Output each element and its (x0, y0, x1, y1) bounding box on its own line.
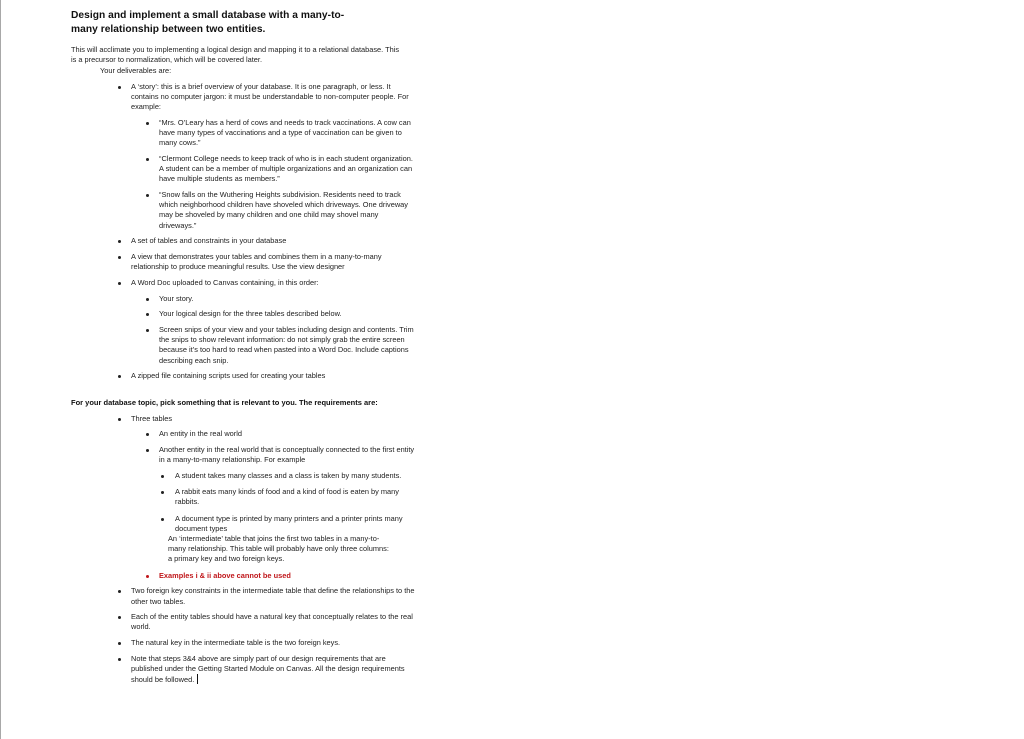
list-item-view: A view that demonstrates your tables and combines them in a many-to-many relationship to produce meaningful results. Use the view designer (71, 252, 431, 272)
list-item: A document type is printed by many printers and a printer prints many document types An ‘intermediate’ table that joins the first two tables in a many-to-many relationship. This table will probably have only three columns: a primary key and two foreign keys. (139, 514, 411, 565)
list-item-note: Note that steps 3&4 above are simply part of our design requirements that are published under the Getting Started Module on Canvas. All the design requirements should be followed. (71, 654, 431, 686)
tables-sublist (131, 429, 431, 580)
document-title: Design and implement a small database with a many-to-many relationship between two entities. (71, 10, 345, 35)
list-item: “Mrs. O’Leary has a herd of cows and needs to track vaccinations. A cow can have many types of vaccinations and a type of vaccination can be given to many cows.” (131, 118, 417, 149)
list-item: Your story. (131, 294, 417, 304)
list-item: An entity in the real world (131, 429, 417, 439)
intro-paragraph: This will acclimate you to implementing a logical design and mapping it to a relational database. This is a precursor to normalization, which will be covered later. (71, 45, 400, 65)
list-item-intermediate-key: The natural key in the intermediate table is the two foreign keys. (71, 638, 431, 648)
list-item: “Clermont College needs to keep track of who is in each student organization. A student can be a member of multiple organizations and an organization can have multiple students as members.” (131, 154, 417, 185)
requirements-list (71, 414, 431, 686)
list-item: “Snow falls on the Wuthering Heights subdivision. Residents need to track which neighborhood children have shoveled which driveways. One driveway may be shoveled by many children and one child may shovel many driveways.” (131, 190, 417, 231)
intermediate-table-text: An ‘intermediate’ table that joins the first two tables in a many-to-many relationship. This table will probably have only three columns: a primary key and two foreign keys. (168, 534, 389, 564)
list-item: Another entity in the real world that is conceptually connected to the first entity in a many-to-many relationship. For example A student takes many classes and a class is taken by many students. A rabbit eats many kinds of food and a kind of food is eaten by many rabbits. A document type is printed by many printers and a printer prints many document types An ‘intermediate’ table that joins the first two tables in a many-to-many relationship. This table will probably have only three columns: a primary key and two foreign keys. (131, 445, 417, 565)
list-item: Screen snips of your view and your tables including design and contents. Trim the snips to show relevant information: do not simply grab the entire screen because it’s too hard to read when pasted into a Word Doc. Include captions describing each snip. (131, 325, 417, 366)
deliverables-label: Your deliverables are: (100, 66, 172, 76)
page-left-edge (0, 0, 1, 739)
list-item-zip: A zipped file containing scripts used for creating your tables (71, 371, 431, 381)
deliverables-list (71, 82, 431, 382)
list-item: A rabbit eats many kinds of food and a kind of food is eaten by many rabbits. (139, 487, 411, 507)
story-examples-list (131, 118, 431, 231)
list-item-three-tables: Three tables An entity in the real world Another entity in the real world that is conceptually connected to the first entity in a many-to-many relationship. For example A student takes many classes and a class is taken by many students. A rabbit eats many kinds of food and a kind of food is eaten by many rabbits. A document type is printed by many printers and a printer prints many document types An ‘intermediate’ table that joins the first two tables in a many-to-many relationship. This table will probably have only three columns: a primary key and two foreign keys. Examples i & ii above cannot be used (71, 414, 431, 581)
requirements-heading: For your database topic, pick something that is relevant to you. The requirements are: (71, 398, 378, 408)
list-item: A student takes many classes and a class is taken by many students. (139, 471, 411, 481)
list-item-story: A ‘story’: this is a brief overview of your database. It is one paragraph, or less. It contains no computer jargon: it must be understandable to non-computer people. For example: “Mrs. O’Leary has a herd of cows and needs to track vaccinations. A cow can have many types of vaccinations and a type of vaccination can be given to many cows.” “Clermont College needs to keep track of who is in each student organization. A student can be a member of multiple organizations and an organization can have multiple students as members.” “Snow falls on the Wuthering Heights subdivision. Residents need to track which neighborhood children have shoveled which driveways. One driveway may be shoveled by many children and one child may shovel many driveways.” (71, 82, 431, 231)
text-cursor (197, 674, 198, 684)
list-item-natural-key: Each of the entity tables should have a natural key that conceptually relates to the real world. (71, 612, 431, 632)
examples-list (139, 471, 417, 565)
list-item: Your logical design for the three tables described below. (131, 309, 417, 319)
list-item-fk: Two foreign key constraints in the intermediate table that define the relationships to the other two tables. (71, 586, 431, 606)
document-body[interactable] (71, 9, 431, 691)
word-doc-items-list (131, 294, 431, 366)
list-item-word-doc: A Word Doc uploaded to Canvas containing, in this order: Your story. Your logical design for the three tables described below. Screen snips of your view and your tables including design and contents. Trim the snips to show relevant information: do not simply grab the entire screen because it’s too hard to read when pasted into a Word Doc. Include captions describing each snip. (71, 278, 431, 366)
list-item-tables: A set of tables and constraints in your database (71, 236, 431, 246)
warning-note: Examples i & ii above cannot be used (131, 571, 417, 581)
